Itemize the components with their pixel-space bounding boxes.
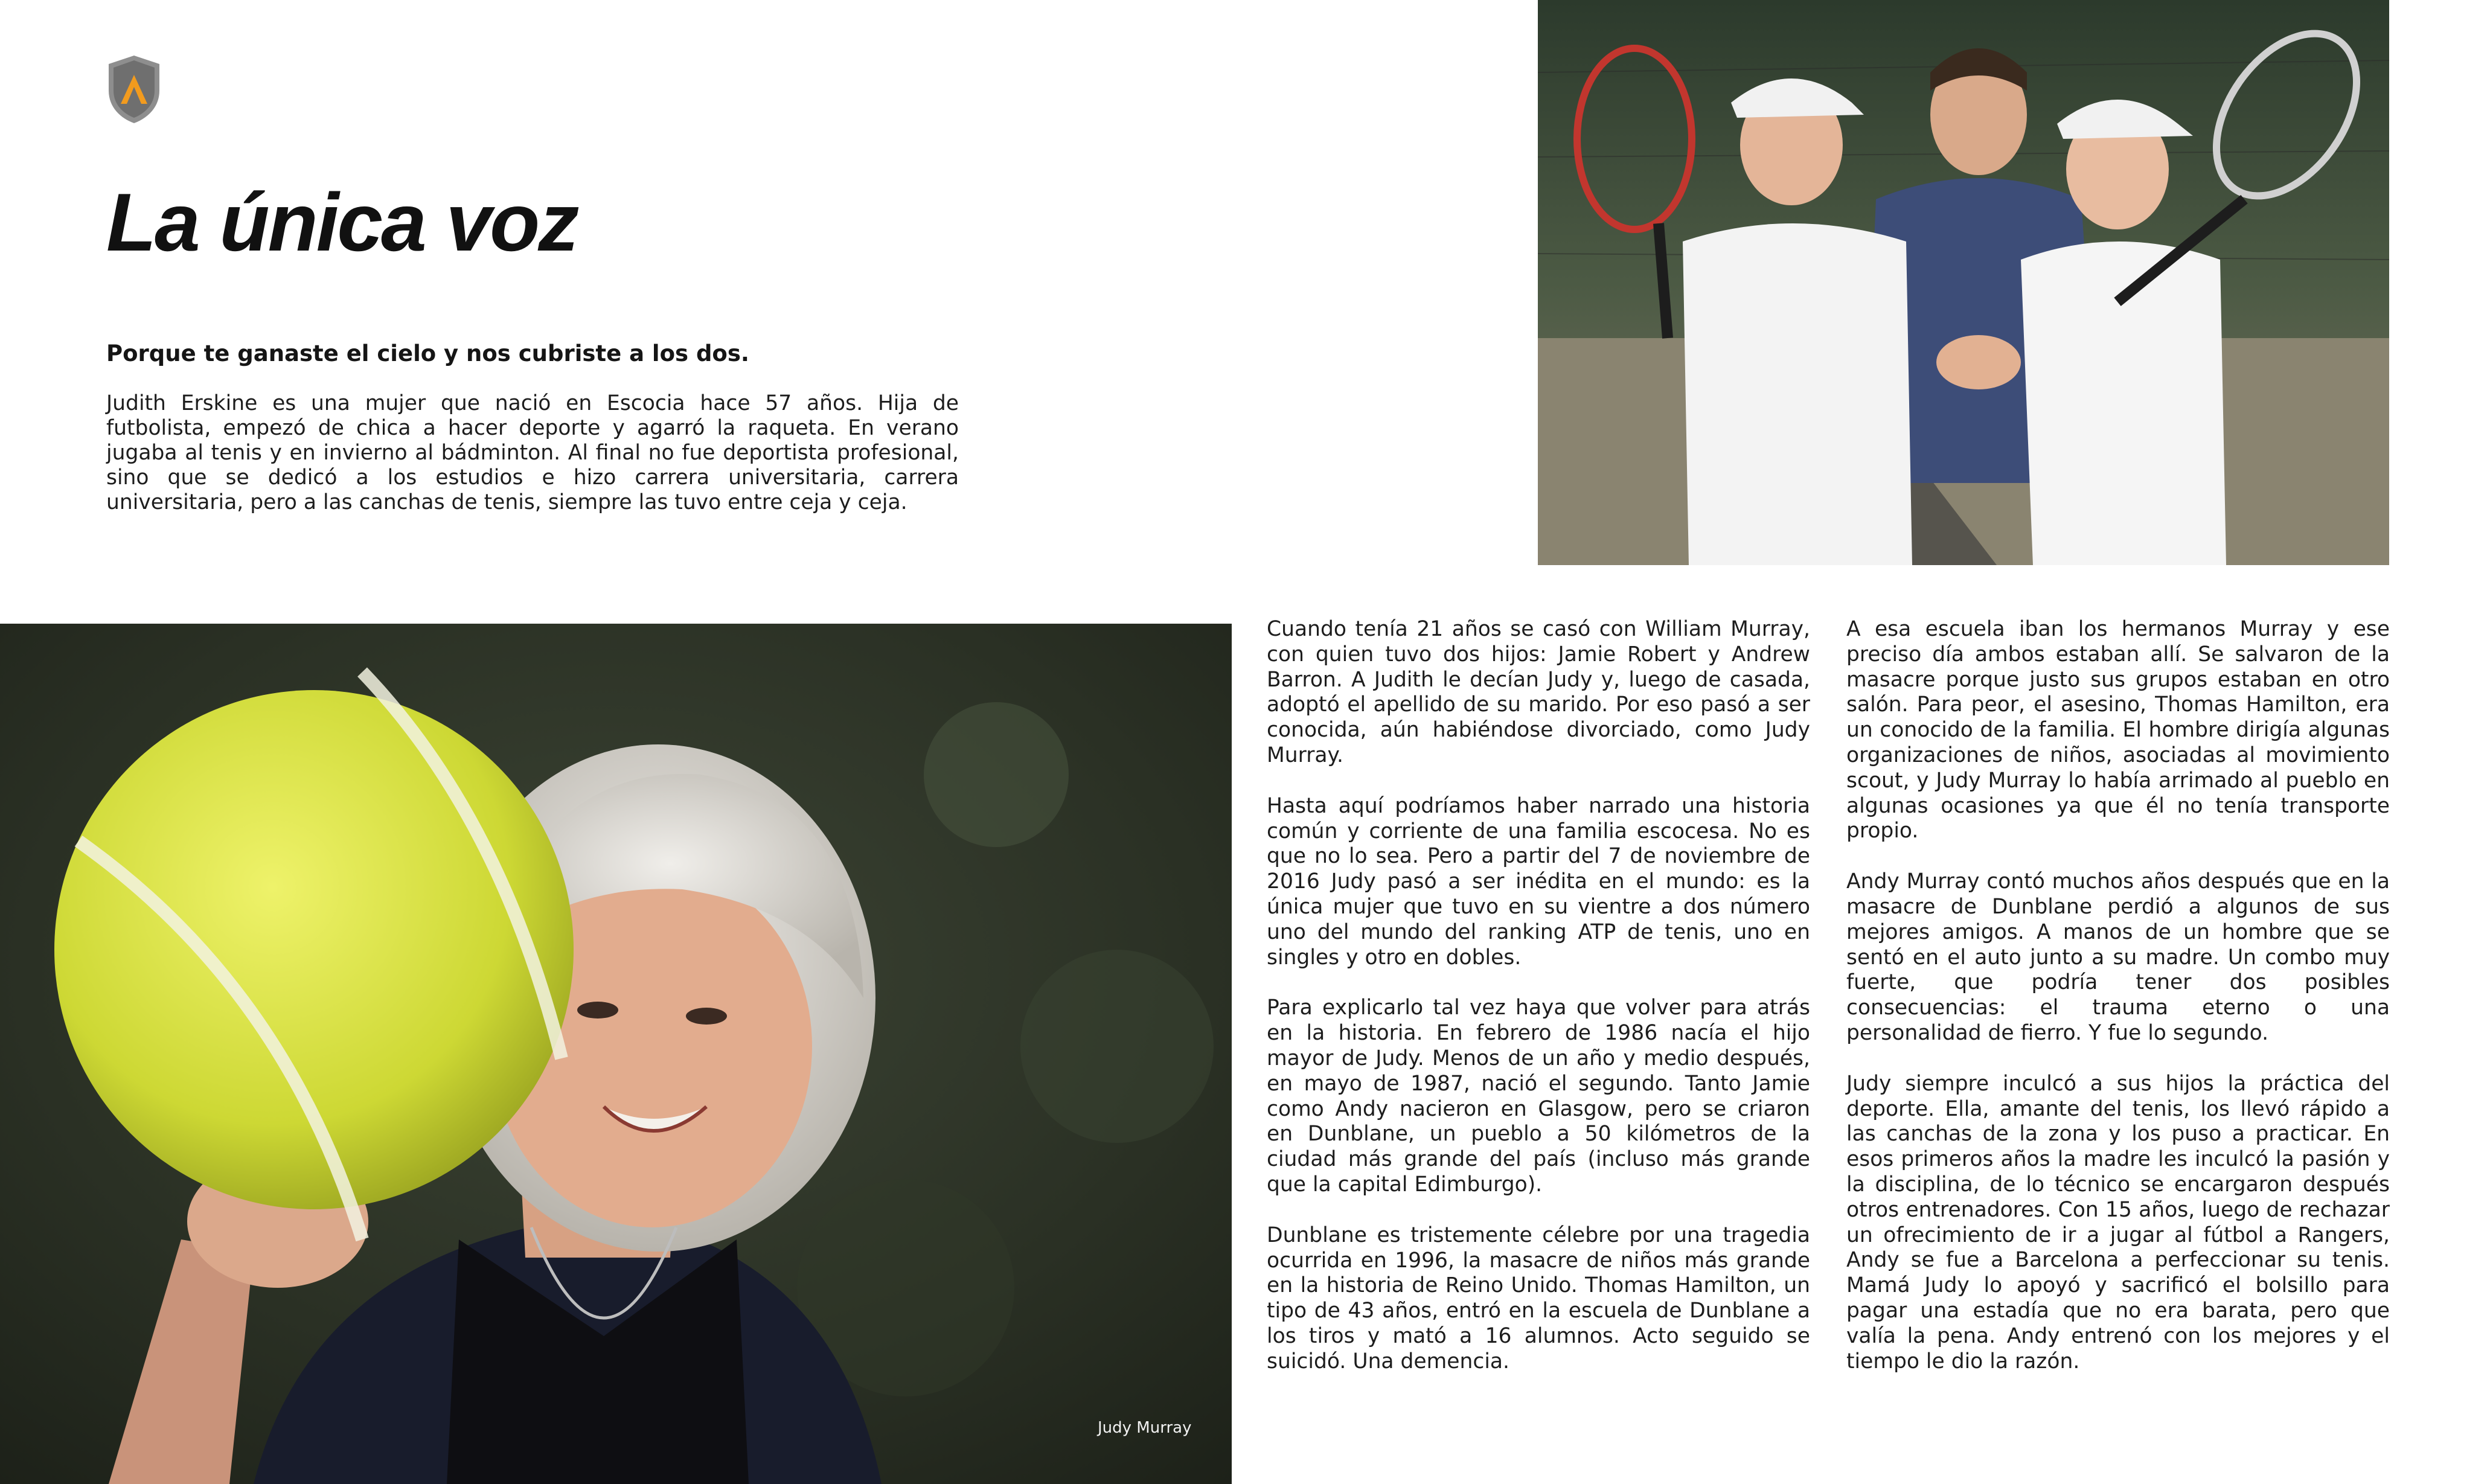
photo-caption: Judy Murray	[1098, 1419, 1192, 1437]
photo-judy-murray	[0, 624, 1232, 1484]
subtitle: Porque te ganaste el cielo y nos cubriste a los dos.	[106, 341, 749, 366]
body-column-left	[1267, 617, 1810, 1400]
body-paragraph: A esa escuela iban los hermanos Murray y ese preciso día ambos estaban allí. Se salvaron de la masacre porque justo sus grupos estaban en otro salón. Para peor, el asesino, Thomas Hamilton, era un conocido de la familia. El hombre dirigía algunas organizaciones de niños, asociadas al movimiento scout, y Judy Murray lo había arrimado al pueblo en algunas ocasiones ya que él no tenía transporte propio.	[1846, 617, 2390, 843]
intro-paragraph: Judith Erskine es una mujer que nació en Escocia hace 57 años. Hija de futbolista, empezó de chica a hacer deporte y agarró la raqueta. En verano jugaba al tenis y en invierno al bádminton. Al final no fue deportista profesional, sino que se dedicó a los estudios e hizo carrera universitaria, carrera universitaria, pero a las canchas de tenis, siempre las tuvo entre ceja y ceja.	[106, 391, 959, 514]
body-paragraph: Cuando tenía 21 años se casó con William Murray, con quien tuvo dos hijos: Jamie Robert y Andrew Barron. A Judith le decían Judy y, luego de casada, adoptó el apellido de su marido. Por eso pasó a ser conocida, aún habiéndose divorciado, como Judy Murray.	[1267, 617, 1810, 767]
page-title: La única voz	[106, 176, 578, 268]
photo-murray-kids	[1538, 0, 2389, 565]
body-paragraph: Hasta aquí podríamos haber narrado una historia común y corriente de una familia escocesa. No es que no lo sea. Pero a partir del 7 de noviembre de 2016 Judy pasó a ser inédita en el mundo: es la única mujer que tuvo en su vientre a dos número uno del mundo del ranking ATP de tenis, uno en singles y otro en dobles.	[1267, 793, 1810, 970]
body-paragraph: Dunblane es tristemente célebre por una tragedia ocurrida en 1996, la masacre de niños más grande en la historia de Reino Unido. Thomas Hamilton, un tipo de 43 años, entró en la escuela de Dunblane a los tiros y mató a 16 alumnos. Acto seguido se suicidó. Una demencia.	[1267, 1223, 1810, 1374]
body-paragraph: Judy siempre inculcó a sus hijos la práctica del deporte. Ella, amante del tenis, los llevó rápido a las canchas de la zona y los puso a practicar. En esos primeros años la madre les inculcó la pasión y la disciplina, de lo técnico se encargaron después otros entrenadores. Con 15 años, luego de rechazar un ofrecimiento de ir a jugar al fútbol a Rangers, Andy se fue a Barcelona a perfeccionar su tenis. Mamá Judy lo apoyó y sacrificó el bolsillo para pagar una estadía que no era barata, pero que valía la pena. Andy entrenó con los mejores y el tiempo le dio la razón.	[1846, 1071, 2390, 1374]
body-paragraph: Andy Murray contó muchos años después que en la masacre de Dunblane perdió a algunos de sus mejores amigos. A manos de un hombre que se sentó en el auto junto a su madre. Un combo muy fuerte, que podría tener dos posibles consecuencias: el trauma eterno o una personalidad de fierro. Y fue lo segundo.	[1846, 869, 2390, 1045]
body-paragraph: Para explicarlo tal vez haya que volver para atrás en la historia. En febrero de 1986 nacía el hijo mayor de Judy. Menos de un año y medio después, en mayo de 1987, nació el segundo. Tanto Jamie como Andy nacieron en Glasgow, pero se criaron en Dunblane, un pueblo a 50 kilómetros de la ciudad más grande del país (incluso más grande que la capital Edimburgo).	[1267, 996, 1810, 1197]
body-column-right	[1846, 617, 2390, 1399]
shield-logo-icon	[106, 54, 162, 124]
